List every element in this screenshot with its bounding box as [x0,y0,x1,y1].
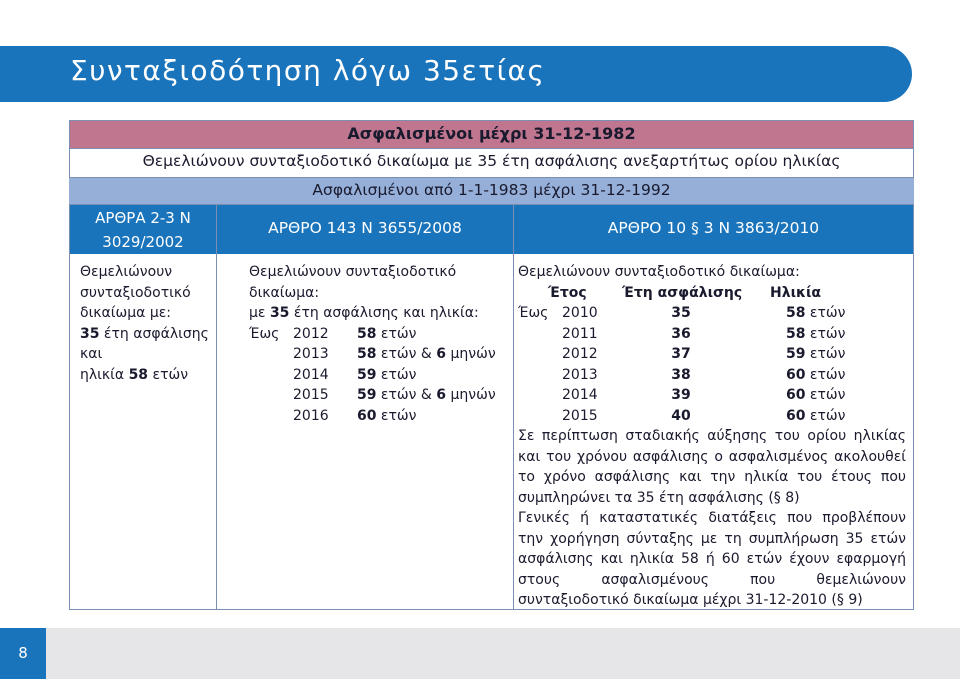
col2-row-prefix [249,406,293,427]
col3-row-year: 2010 [562,305,598,321]
col2-row-year: 2015 [293,387,329,403]
col3-row-age: 60 [786,387,806,403]
col3-row-year: 2014 [562,387,598,403]
col2-row-year: 2013 [293,346,329,362]
col2-row-prefix: Έως [249,325,280,342]
col2-schedule-row [249,385,509,406]
col2-row-months-number: 6 [436,346,447,362]
col3-schedule-row [518,406,906,427]
col1-age-number: 58 [128,366,149,383]
col3-row-age: 60 [786,366,806,383]
col2-line [249,303,509,324]
col3-row-insured: 37 [671,346,691,362]
col1-age-text: ηλικία [80,366,129,383]
col2-row-months-unit: μηνών [446,346,496,362]
col3-schedule-row [518,303,906,324]
column-divider [513,205,514,610]
col3-row-prefix [518,385,562,406]
page-number-box [0,628,46,679]
col1-years-text: έτη ασφάλισης [99,325,209,342]
col2-row-unit: ετών [376,325,417,342]
col3-row-insured: 40 [671,407,691,424]
col3-row-insured: 35 [671,305,691,321]
col2-line: δικαίωμα: [249,284,320,301]
col3-row-unit: ετών [805,305,846,321]
band-insured-1983-1992-text: Ασφαλισμένοι από 1-1-1983 μέχρι 31-12-1992 [312,181,671,199]
col3-schedule [518,303,906,426]
col2-schedule-row [249,365,509,386]
column-divider [216,205,217,610]
header-article-10-text: ΑΡΘΡΟ 10 § 3 Ν 3863/2010 [607,219,820,237]
col3-row-age: 58 [786,305,806,321]
col2-row-age: 59 [357,366,377,383]
band-insured-1983-1992 [69,177,914,205]
header-articles-2-3-line1: ΑΡΘΡΑ 2-3 Ν [95,209,191,227]
col2-row-unit: ετών & [376,387,437,403]
col2-text: έτη ασφάλισης και ηλικία: [289,305,479,321]
title-bar [0,46,912,102]
band-insured-until-1982 [69,120,914,149]
col3-schedule-row [518,344,906,365]
col3-row-year: 2015 [562,407,598,424]
header-articles-2-3-line2: 3029/2002 [102,233,184,251]
col1-years-number: 35 [80,325,100,342]
col3-row-prefix: Έως [518,305,549,321]
col2-row-year: 2012 [293,325,329,342]
col3-row-age: 58 [786,325,806,342]
col3-row-unit: ετών [805,325,846,342]
col2-row-age: 59 [357,387,377,403]
col1-line [80,365,212,386]
page-title: Συνταξιοδότηση λόγω 35ετίας [70,54,546,87]
col2-row-unit: ετών & [376,346,437,362]
col3-intro: Θεμελιώνουν συνταξιοδοτικό δικαίωμα: [518,264,800,280]
band-insured-until-1982-text: Ασφαλισμένοι μέχρι 31-12-1982 [347,124,636,143]
col3-header-age: Ηλικία [770,284,822,301]
col2-row-prefix [249,385,293,406]
col2-row-prefix [249,344,293,365]
col3-row-unit: ετών [805,346,846,362]
col3-row-age: 59 [786,346,806,362]
col1-line [80,324,212,345]
col3-row-unit: ετών [805,387,846,403]
band-entitlement-35-years [69,150,914,176]
col2-row-age: 58 [357,325,377,342]
col3-row-insured: 38 [671,366,691,383]
col2-schedule-row [249,406,509,427]
col1-line: συνταξιοδοτικό [80,284,191,301]
col2-row-unit: ετών [376,366,417,383]
band-entitlement-35-years-text: Θεμελιώνουν συνταξιοδοτικό δικαίωμα με 35 έτη ασφάλισης ανεξαρτήτως ορίου ηλικίας [142,152,841,170]
col3-table-header [518,283,906,304]
column-law-3863 [518,262,906,611]
header-article-10 [514,205,913,254]
col2-row-unit: ετών [376,407,417,424]
col3-row-age: 60 [786,407,806,424]
column-law-3655 [249,262,509,426]
col2-line: Θεμελιώνουν συνταξιοδοτικό [249,264,457,280]
col3-paragraph-general-provisions: Γενικές ή καταστατικές διατάξεις που προβλέπουν την χορήγηση σύνταξης με τη συμπλήρωση 35 ετών ασφάλισης και ηλικία 58 ή 60 ετών έχουν εφαρμογή στους ασφαλισμένους που θεμελιώνουν συνταξιοδοτικό δικαίωμα μέχρι 31-12-2010 (§ 9) [518,510,906,608]
column-law-3029 [80,262,212,385]
col3-paragraph-gradual-increase: Σε περίπτωση σταδιακής αύξησης του ορίου ηλικίας και του χρόνου ασφάλισης ο ασφαλισμένος ακολουθεί το χρόνο ασφάλισης και την ηλικία του έτους που συμπληρώνει τα 35 έτη ασφάλισης (§ 8) [518,428,906,506]
col3-row-prefix [518,344,562,365]
col3-row-insured: 36 [671,325,691,342]
col1-line: και [80,346,103,362]
col2-row-year: 2016 [293,407,329,424]
col3-row-unit: ετών [805,407,846,424]
col3-row-year: 2013 [562,366,598,383]
col2-text: με [249,305,270,321]
col2-years-number: 35 [269,305,290,321]
footer-bar [0,628,960,679]
header-articles-2-3 [70,205,216,254]
col3-row-prefix [518,406,562,427]
col2-row-age: 58 [357,346,377,362]
col3-header-year: Έτος [548,284,587,301]
col2-row-year: 2014 [293,366,329,383]
col3-schedule-row [518,385,906,406]
col3-row-insured: 39 [671,387,691,403]
col3-header-insured: Έτη ασφάλισης [622,284,743,301]
col3-row-year: 2012 [562,346,598,362]
col2-row-prefix [249,365,293,386]
col1-line: Θεμελιώνουν [80,264,173,280]
col2-row-months-unit: μηνών [446,387,496,403]
col2-row-age: 60 [357,407,377,424]
page-number: 8 [18,644,28,662]
header-article-143-text: ΑΡΘΡΟ 143 Ν 3655/2008 [268,219,462,237]
col2-schedule-row [249,324,509,345]
col3-schedule-row [518,365,906,386]
header-article-143 [217,205,513,254]
col2-schedule-row [249,344,509,365]
col3-row-unit: ετών [805,366,846,383]
col1-line: δικαίωμα με: [80,305,172,321]
col3-row-year: 2011 [562,325,598,342]
col3-row-prefix [518,365,562,386]
col1-age-unit: ετών [148,366,189,383]
col2-age-schedule [249,324,509,427]
col2-row-months-number: 6 [436,387,447,403]
col3-schedule-row [518,324,906,345]
col3-row-prefix [518,324,562,345]
